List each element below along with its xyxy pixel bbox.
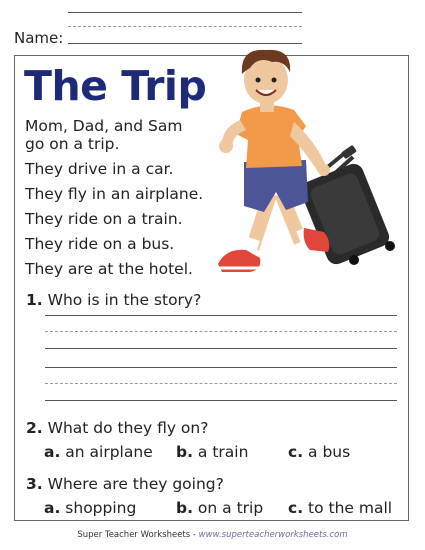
option-letter: b. [176, 443, 193, 461]
question-number: 1. [26, 291, 43, 309]
story-line: They ride on a train. [25, 210, 183, 228]
footer [0, 530, 425, 540]
option-c[interactable] [288, 499, 392, 517]
story-line: They ride on a bus. [25, 235, 175, 253]
question-number: 2. [26, 419, 43, 437]
question-text: Who is in the story? [47, 291, 202, 309]
option-b[interactable] [176, 499, 263, 517]
question-number: 3. [26, 475, 43, 493]
footer-url[interactable]: www.superteacherworksheets.com [198, 530, 348, 540]
option-letter: c. [288, 499, 304, 517]
story-line: They fly in an airplane. [25, 185, 204, 203]
answer-dashed-line [45, 331, 397, 332]
option-letter: a. [44, 499, 61, 517]
answer-line[interactable] [45, 348, 397, 349]
question-text: What do they fly on? [47, 419, 209, 437]
boy-with-suitcase-illustration [206, 42, 416, 282]
option-text: on a trip [197, 499, 264, 517]
option-letter: b. [176, 499, 193, 517]
question-2 [26, 419, 208, 437]
option-c[interactable] [288, 443, 350, 461]
question-1 [26, 291, 201, 309]
story-line: Mom, Dad, and Sam [25, 117, 183, 135]
name-label: Name: [14, 29, 64, 47]
answer-line[interactable] [45, 315, 397, 316]
question-text: Where are they going? [47, 475, 224, 493]
name-dashed-line [68, 26, 302, 27]
footer-separator: - [190, 530, 199, 540]
option-a[interactable] [44, 499, 136, 517]
option-a[interactable] [44, 443, 153, 461]
footer-brand: Super Teacher Worksheets [77, 530, 191, 540]
name-top-line [68, 12, 302, 13]
question-3 [26, 475, 224, 493]
story-line: They drive in a car. [25, 160, 174, 178]
option-text: a train [197, 443, 249, 461]
answer-dashed-line [45, 383, 397, 384]
answer-line[interactable] [45, 400, 397, 401]
option-text: to the mall [308, 499, 393, 517]
answer-line[interactable] [45, 367, 397, 368]
page-title: The Trip [24, 62, 207, 110]
option-text: a bus [308, 443, 351, 461]
option-text: shopping [65, 499, 137, 517]
option-b[interactable] [176, 443, 248, 461]
option-letter: c. [288, 443, 304, 461]
story-line: They are at the hotel. [25, 260, 193, 278]
story-line: go on a trip. [25, 135, 120, 153]
option-letter: a. [44, 443, 61, 461]
option-text: an airplane [65, 443, 153, 461]
